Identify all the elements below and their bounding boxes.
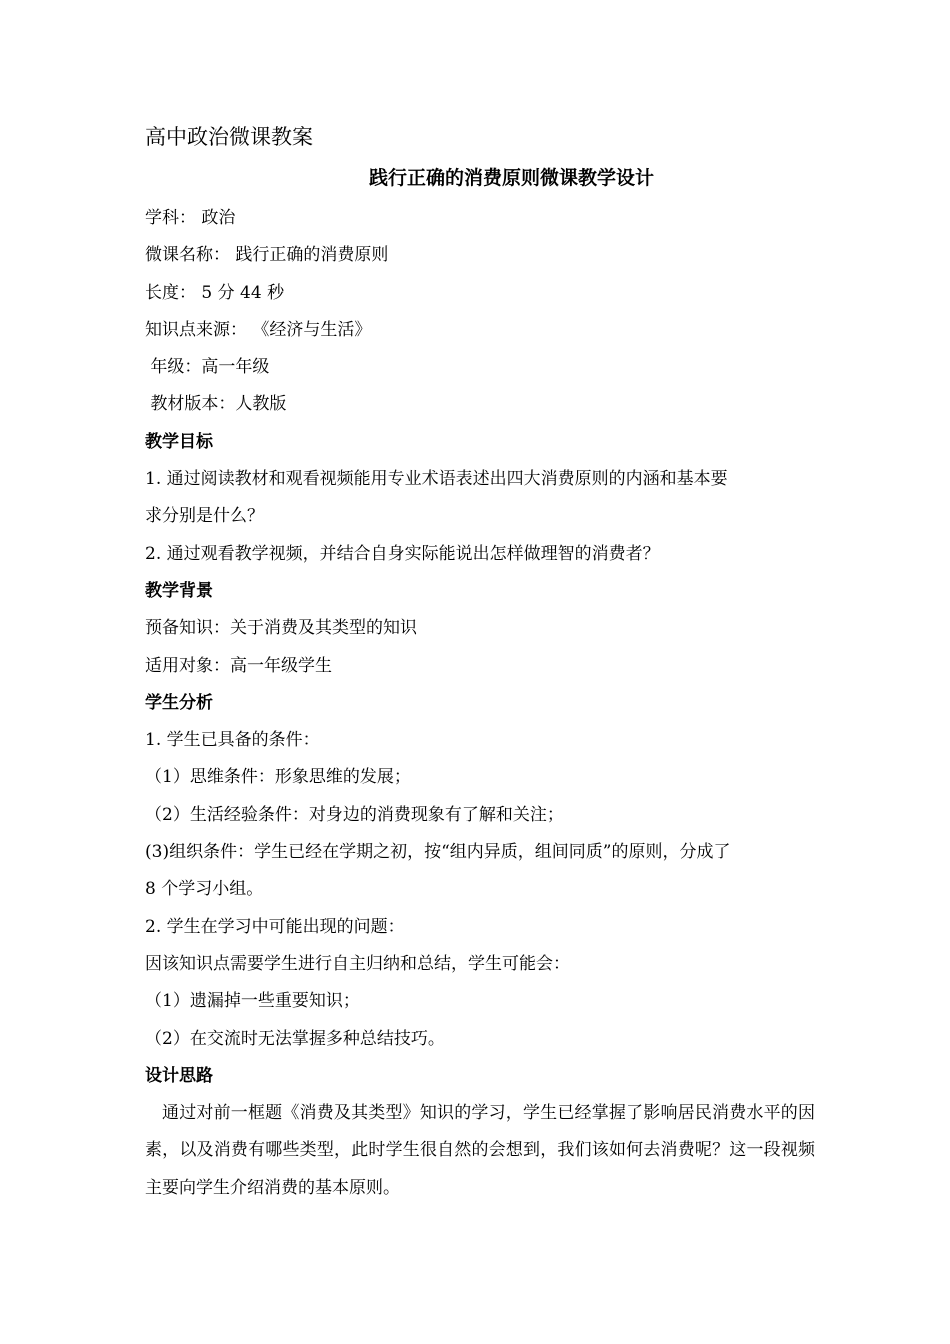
problems-title: 2. 学生在学习中可能出现的问题：	[145, 916, 405, 937]
document-body	[145, 118, 815, 1207]
background-section	[145, 573, 815, 685]
conditions-title: 1. 学生已具备的条件：	[145, 730, 320, 751]
edition-line: 教材版本：人教版	[145, 394, 287, 415]
grade-line: 年级：高一年级	[145, 357, 270, 378]
condition-3-line-2: 8 个学习小组。	[145, 879, 264, 900]
document-label: 高中政治微课教案	[145, 125, 313, 149]
objective-2: 2. 通过观看教学视频，并结合自身实际能说出怎样做理智的消费者？	[145, 543, 660, 564]
course-info	[145, 200, 815, 424]
design-heading: 设计思路	[145, 1065, 213, 1086]
problems-intro: 因该知识点需要学生进行自主归纳和总结，学生可能会：	[145, 953, 570, 974]
background-heading: 教学背景	[145, 580, 213, 601]
course-name-line: 微课名称： 践行正确的消费原则	[145, 245, 389, 266]
objectives-heading: 教学目标	[145, 431, 213, 452]
prior-knowledge-line: 预备知识：关于消费及其类型的知识	[145, 618, 417, 639]
subject-line: 学科： 政治	[145, 208, 236, 228]
objective-1-line-2: 求分别是什么？	[145, 506, 264, 527]
condition-2: （2）生活经验条件：对身边的消费现象有了解和关注；	[145, 804, 564, 825]
objective-1-line-1: 1. 通过阅读教材和观看视频能用专业术语表述出四大消费原则的内涵和基本要	[145, 469, 728, 490]
design-paragraph: 通过对前一框题《消费及其类型》知识的学习，学生已经掌握了影响居民消费水平的因素，以及消费有哪些类型，此时学生很自然的会想到，我们该如何去消费呢？这一段视频主要向学生介绍消费的基本原则。	[145, 1103, 815, 1198]
source-line: 知识点来源： 《经济与生活》	[145, 319, 372, 340]
problem-1: （1）遗漏掉一些重要知识；	[145, 991, 360, 1012]
design-section	[145, 1058, 815, 1207]
document-title: 践行正确的消费原则微课教学设计	[369, 167, 655, 189]
problem-2: （2）在交流时无法掌握多种总结技巧。	[145, 1028, 445, 1049]
objectives-section	[145, 424, 815, 573]
condition-3-line-1: (3)组织条件：学生已经在学期之初，按“组内异质，组间同质”的原则，分成了	[145, 842, 731, 863]
condition-1: （1）思维条件：形象思维的发展；	[145, 767, 411, 788]
student-analysis-section	[145, 685, 815, 1058]
student-analysis-heading: 学生分析	[145, 692, 213, 713]
length-line: 长度： 5 分 44 秒	[145, 282, 285, 303]
audience-line: 适用对象：高一年级学生	[145, 655, 332, 676]
